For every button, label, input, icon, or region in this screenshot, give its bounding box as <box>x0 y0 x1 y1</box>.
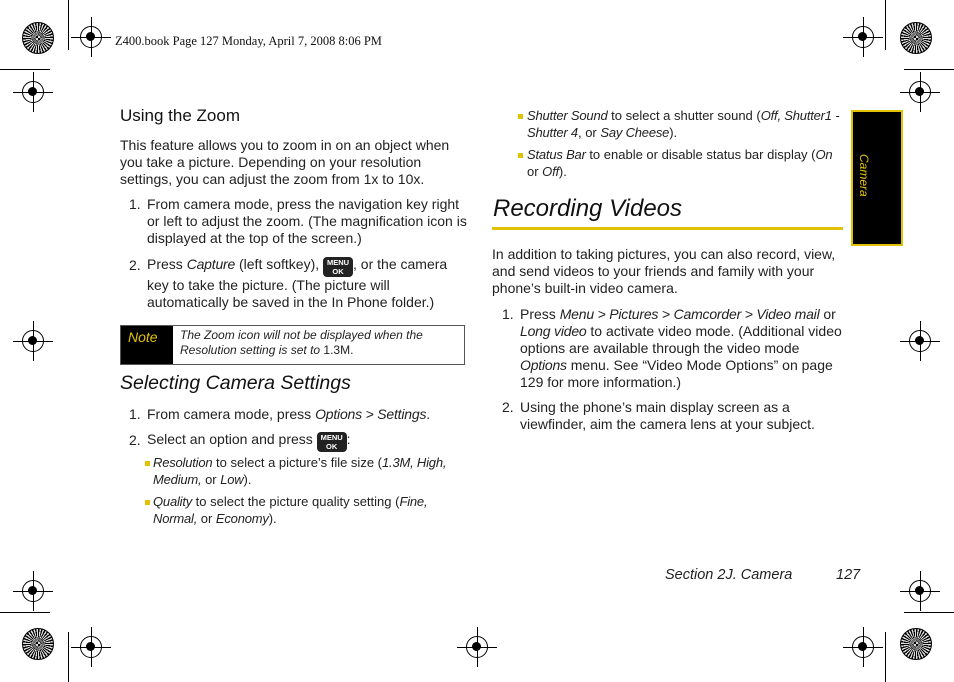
capture-softkey-label: Capture <box>186 256 236 272</box>
resolution-option: Resolution to select a picture’s file size (1.3M, High, Medium, or Low). <box>153 455 447 487</box>
registration-mark <box>909 330 931 352</box>
options-settings-path: Options > Settings <box>315 406 427 422</box>
settings-step1-text: From camera mode, press Options > Settings. <box>147 406 431 422</box>
settings-heading: Selecting Camera Settings <box>120 372 351 394</box>
menu-ok-key-icon: MENU OK <box>323 257 353 277</box>
video-mail-path: Menu > Pictures > Camcorder > Video mail <box>559 306 820 322</box>
zoom-step1-number: 1. <box>129 196 141 212</box>
zoom-step2-part: (left softkey), <box>235 256 324 272</box>
options-menu-label: Options <box>520 357 567 373</box>
crop-mark <box>68 0 69 50</box>
zoom-step2-number: 2. <box>129 257 141 273</box>
registration-star-bottom-right <box>900 628 932 660</box>
menu-ok-key-icon: MENU OK <box>317 432 347 452</box>
settings-step2-number: 2. <box>129 432 141 448</box>
videos-intro: In addition to taking pictures, you can also record, view, and send videos to your friends and family with your phone’s built-in video camera. <box>492 246 836 296</box>
registration-mark <box>466 636 488 658</box>
registration-mark <box>80 636 102 658</box>
bullet-icon <box>145 461 150 466</box>
crop-mark <box>68 632 69 682</box>
zoom-intro: This feature allows you to zoom in on an object when you take a picture. Depending on your resolution settings, you can adjust the zoom from 1x to 10x. <box>120 137 450 187</box>
shutter-sound-option: Shutter Sound to select a shutter sound (Off, Shutter1 - Shutter 4, or Say Cheese). <box>527 108 840 140</box>
bullet-icon <box>518 153 523 158</box>
note-box <box>120 325 465 365</box>
heading-rule <box>492 227 843 230</box>
settings-step1-number: 1. <box>129 406 141 422</box>
crop-mark <box>885 632 886 682</box>
note-label: Note <box>121 326 173 364</box>
note-text: The Zoom icon will not be displayed when the Resolution setting is set to 1.3M. <box>180 328 423 357</box>
page-number: 127 <box>836 567 861 583</box>
section-tab-label: Camera <box>857 154 871 197</box>
settings-step2-text: Select an option and press MENU OK : <box>147 431 351 451</box>
section-tab <box>851 110 903 246</box>
videos-heading: Recording Videos <box>493 195 683 222</box>
registration-mark <box>852 26 874 48</box>
registration-star-top-left <box>22 22 54 54</box>
videos-step2-number: 2. <box>502 399 514 415</box>
crop-mark <box>0 612 50 613</box>
quality-option: Quality to select the picture quality setting (Fine, Normal, or Economy). <box>153 494 428 526</box>
videos-step2-text: Using the phone’s main display screen as a viewfinder, aim the camera lens at your subject. <box>520 399 815 432</box>
registration-mark <box>852 636 874 658</box>
zoom-heading: Using the Zoom <box>120 106 240 125</box>
registration-mark <box>80 26 102 48</box>
registration-star-top-right <box>900 22 932 54</box>
zoom-step2-part: Press <box>147 256 187 272</box>
long-video-option: Long video <box>520 323 587 339</box>
bullet-icon <box>518 114 523 119</box>
crop-mark <box>0 69 50 70</box>
print-header: Z400.book Page 127 Monday, April 7, 2008 8:06 PM <box>115 34 382 48</box>
bullet-icon <box>145 500 150 505</box>
registration-mark <box>22 81 44 103</box>
videos-step1-text: Press Menu > Pictures > Camcorder > Video mail or Long video to activate video mode. (Additional video options are available through the video mode Options menu. See “Video Mode Options” on page 129 for more information.) <box>520 306 842 390</box>
videos-step1-number: 1. <box>502 306 514 322</box>
registration-mark <box>909 81 931 103</box>
zoom-step1-text: From camera mode, press the navigation key right or left to adjust the zoom. (The magnification icon is displayed at the top of the screen.) <box>147 196 467 246</box>
registration-star-bottom-left <box>22 628 54 660</box>
crop-mark <box>885 0 886 50</box>
zoom-step2-part: , or the camera key to take the picture. (The picture will automatically be saved in the In Phone folder.) <box>147 256 448 310</box>
status-bar-option: Status Bar to enable or disable status bar display (On or Off). <box>527 147 833 179</box>
zoom-step2-text <box>147 256 462 311</box>
crop-mark <box>904 612 954 613</box>
footer-section: Section 2J. Camera <box>665 567 793 583</box>
registration-mark <box>22 330 44 352</box>
resolution-value: 1.3M <box>323 343 351 357</box>
registration-mark <box>22 580 44 602</box>
crop-mark <box>904 69 954 70</box>
registration-mark <box>909 580 931 602</box>
